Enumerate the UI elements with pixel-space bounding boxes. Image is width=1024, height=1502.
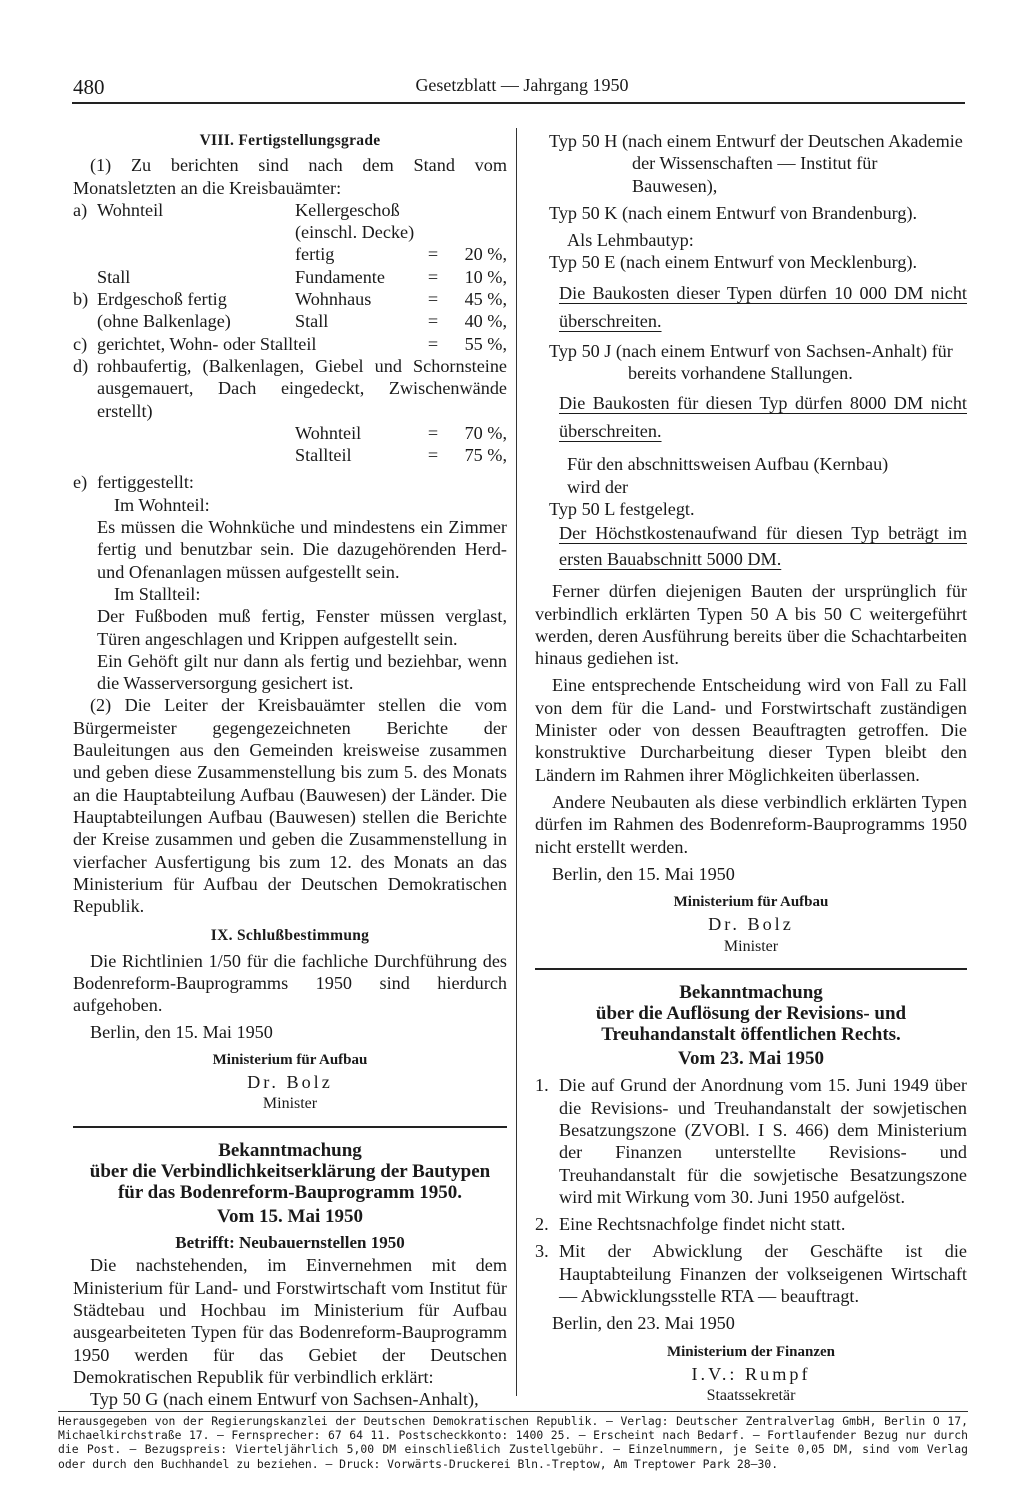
signature-name: I.V.: Rumpf — [691, 1363, 811, 1384]
paragraph: Eine entsprechende Entscheidung wird von Fall zu Fall von dem für die Land- und Forstwirtschaft zuständigen Minister oder von dessen Beauftragten getroffen. Die konstruktive Durcharbeitung dieser Typen bleibt den Ländern im Rahmen ihrer Möglichkeiten überlassen. — [535, 675, 967, 785]
signature-role: Minister — [262, 1095, 318, 1113]
paragraph: Die Richtlinien 1/50 für die fachliche Durchführung des Bodenreform-Bauprogramms 1950 sind hierdurch aufgehoben. — [73, 950, 507, 1016]
item-number: 3. — [535, 1241, 549, 1262]
equals-sign: = — [427, 422, 439, 443]
paragraph: Ein Gehöft gilt nur dann als fertig und beziehbar, wenn die Wasserversorgung gesichert ist. — [97, 650, 507, 694]
list-item — [73, 310, 507, 332]
announcement-subject: Betrifft: Neubauernstellen 1950 — [175, 1233, 405, 1253]
item-sub: Fundamente — [295, 266, 385, 287]
section-heading-ix: IX. Schlußbestimmung — [210, 927, 370, 945]
equals-sign: = — [427, 244, 439, 265]
item-sub: Stallteil — [295, 445, 352, 466]
item-text: Stall — [97, 266, 131, 287]
item-label: a) — [73, 199, 88, 220]
percentage: 75 %, — [464, 445, 507, 466]
announcement-title: über die Verbindlichkeitserklärung der Bautypen — [89, 1160, 491, 1182]
cost-limit: Der Höchstkostenaufwand für diesen Typ beträgt im ersten Bauabschnitt 5000 DM. — [559, 523, 967, 570]
equals-sign: = — [427, 311, 439, 332]
signature-ministry: Ministerium für Aufbau — [212, 1051, 368, 1068]
percentage: 40 %, — [464, 311, 507, 332]
list-item — [73, 243, 507, 265]
type-entry: Typ 50 G (nach einem Entwurf von Sachsen-Anhalt), — [90, 1389, 479, 1410]
place-date: Berlin, den 15. Mai 1950 — [552, 863, 735, 884]
equals-sign: = — [427, 289, 439, 310]
section-divider — [535, 968, 967, 970]
list-item — [73, 355, 507, 422]
item-text: gerichtet, Wohn- oder Stallteil — [97, 333, 317, 354]
signature-role: Minister — [723, 937, 779, 955]
item-text: Die auf Grund der Anordnung vom 15. Juni 1949 über die Revisions- und Treuhandanstalt der sowjetischen Besatzungszone (ZVOBl. I S. 466) dem Ministerium der Finanzen unterstellte Revisions- und Treuhandanstalt für die sowjetische Besatzungszone wird mit Wirkung vom 30. Juni 1950 aufgelöst. — [559, 1075, 967, 1207]
running-title: Gesetzblatt — Jahrgang 1950 — [415, 75, 629, 95]
item-sub: Wohnteil — [295, 422, 362, 443]
paragraph: Ferner dürfen diejenigen Bauten der ursprünglich für verbindlich erklärten Typen 50 A bis 50 C weitergeführt werden, deren Ausführung bereits über die Schachtarbeiten hinaus gediehen ist. — [535, 581, 967, 669]
imprint: Herausgegeben von der Regierungskanzlei der Deutschen Demokratischen Republik. — Verlag: Deutscher Zentralverlag GmbH, Berlin O 17, Michaelkirchstraße 17. — Fernsprecher: 67 64 11. Postscheckkonto: 1400 25. — Erscheint nach Bedarf. — Fortlaufender Bezug nur durch die Post. — Bezugspreis: Vierteljährlich 5,00 DM einschließlich Zustellgebühr. — Einzelnummern, je Seite 0,05 DM, sind vom Verlag oder durch den Buchhandel zu beziehen. — Druck: Vorwärts-Druckerei Bln.-Treptow, Am Treptower Park 28—30. — [58, 1414, 968, 1471]
type-entry: Typ 50 H (nach einem Entwurf der Deutschen Akademie der Wissenschaften — Institut für Bauwesen), — [549, 131, 963, 196]
list-item-body — [97, 494, 507, 695]
item-number: 1. — [535, 1075, 549, 1096]
list-item — [73, 333, 507, 355]
announcement-title: Bekanntmachung — [218, 1139, 362, 1161]
list-item — [73, 288, 507, 310]
signature-ministry: Ministerium der Finanzen — [666, 1343, 836, 1360]
item-label: d) — [73, 355, 89, 376]
item-text: Eine Rechtsnachfolge findet nicht statt. — [559, 1214, 846, 1235]
numbered-item — [535, 1213, 967, 1235]
type-entry: Typ 50 J (nach einem Entwurf von Sachsen-Anhalt) für bereits vorhandene Stallungen. — [549, 340, 953, 384]
type-entry: Typ 50 L festgelegt. — [549, 498, 695, 519]
paragraph: wird der — [567, 476, 629, 497]
numbered-item — [535, 1240, 967, 1307]
item-label: c) — [73, 333, 88, 354]
section-divider — [73, 1126, 507, 1128]
equals-sign: = — [427, 266, 439, 287]
percentage: 45 %, — [464, 289, 507, 310]
paragraph: Andere Neubauten als diese verbindlich erklärten Typen dürfen im Rahmen des Bodenreform-Bauprogramms 1950 nicht erstellt werden. — [535, 791, 967, 857]
place-date: Berlin, den 15. Mai 1950 — [90, 1021, 273, 1042]
list-item — [73, 199, 507, 221]
percentage: 20 %, — [464, 244, 507, 265]
subheading: Im Stallteil: — [114, 583, 201, 604]
paragraph: Der Fußboden muß fertig, Fenster müssen verglast, Türen angeschlagen und Krippen aufgestellt sein. — [97, 606, 507, 649]
subheading: Im Wohnteil: — [114, 494, 210, 515]
percentage: 10 %, — [464, 266, 507, 287]
signature-ministry: Ministerium für Aufbau — [673, 894, 829, 911]
list-item — [73, 471, 507, 493]
item-sub: fertig — [295, 244, 335, 265]
item-number: 2. — [535, 1214, 549, 1235]
item-sub: Kellergeschoß — [295, 199, 400, 220]
cost-limit: Die Baukosten dieser Typen dürfen 10 000 DM nicht überschreiten. — [559, 282, 967, 331]
type-entry: Typ 50 K (nach einem Entwurf von Brandenburg). — [549, 202, 918, 223]
section-heading-viii: VIII. Fertigstellungsgrade — [199, 132, 381, 149]
item-label: b) — [73, 289, 89, 310]
paragraph: Es müssen die Wohnküche und mindestens ein Zimmer fertig und benutzbar sein. Die dazugehörenden Herd- und Ofenanlagen müssen aufgestellt sein. — [97, 517, 507, 582]
footer-rule — [58, 1411, 968, 1412]
item-text: (ohne Balkenlage) — [97, 311, 231, 332]
subheading: Als Lehmbautyp: — [567, 230, 694, 251]
item-sub: (einschl. Decke) — [295, 222, 415, 243]
item-sub: Stall — [295, 311, 329, 332]
item-sub: Wohnhaus — [295, 289, 372, 310]
item-text: Mit der Abwicklung der Geschäfte ist die Hauptabteilung Finanzen der volkseigenen Wirtschaft — Abwicklungsstelle RTA — beauftragt. — [559, 1241, 967, 1306]
list-item — [73, 444, 507, 466]
signature-name: Dr. Bolz — [708, 914, 794, 935]
list-item — [73, 221, 507, 243]
announcement-title: über die Auflösung der Revisions- und — [595, 1003, 907, 1025]
numbered-item — [535, 1074, 967, 1208]
item-text: fertiggestellt: — [97, 472, 194, 493]
type-entry: Typ 50 E (nach einem Entwurf von Mecklenburg). — [549, 252, 918, 273]
column-divider — [516, 128, 517, 1396]
item-label: e) — [73, 472, 88, 493]
paragraph: Für den abschnittsweisen Aufbau (Kernbau) — [567, 454, 889, 475]
place-date: Berlin, den 23. Mai 1950 — [552, 1313, 735, 1334]
item-text: Erdgeschoß fertig — [97, 289, 227, 310]
left-column — [73, 130, 507, 1410]
signature-role: Staatssekretär — [706, 1387, 796, 1405]
header-rule — [72, 102, 965, 104]
percentage: 55 %, — [464, 333, 507, 354]
cost-limit: Die Baukosten für diesen Typ dürfen 8000 DM nicht überschreiten. — [559, 393, 967, 442]
list-item — [73, 266, 507, 288]
announcement-date: Vom 15. Mai 1950 — [216, 1205, 364, 1227]
paragraph: (2) Die Leiter der Kreisbauämter stellen die vom Bürgermeister gegengezeichneten Berichte der Bauleitungen aus den Gemeinden kreisweise zusammen und geben diese Zusammenstellung bis zum 5. des Monats an die Hauptabteilung Aufbau (Bauwesen) der Länder. Die Hauptabteilungen Aufbau (Bauwesen) stellen die Berichte der Kreise zusammen und geben die Zusammenstellung in vierfacher Ausfertigung bis zum 12. des Monats an das Ministerium für Aufbau der Deutschen Demokratischen Republik. — [73, 695, 507, 917]
right-column — [535, 130, 967, 1407]
page-number: 480 — [73, 75, 105, 99]
paragraph: (1) Zu berichten sind nach dem Stand vom Monatsletzten an die Kreisbauämter: — [73, 155, 507, 198]
equals-sign: = — [427, 445, 439, 466]
paragraph: Die nachstehenden, im Einvernehmen mit dem Ministerium für Land- und Forstwirtschaft vom Institut für Städtebau und Hochbau im Ministerium für Aufbau ausgearbeiteten Typen für das Bodenreform-Bauprogramm 1950 werden für das Gebiet der Deutschen Demokratischen Republik für verbindlich erklärt: — [73, 1255, 507, 1387]
item-text: rohbaufertig, (Balkenlagen, Giebel und Schornsteine ausgemauert, Dach eingedeckt, Zwischenwände erstellt) — [97, 355, 507, 421]
percentage: 70 %, — [464, 422, 507, 443]
list-item — [73, 422, 507, 444]
item-text: Wohnteil — [97, 199, 164, 220]
announcement-date: Vom 23. Mai 1950 — [677, 1048, 825, 1070]
equals-sign: = — [427, 333, 439, 354]
announcement-title: Treuhandanstalt öffentlichen Rechts. — [601, 1024, 901, 1046]
announcement-title: Bekanntmachung — [679, 982, 823, 1004]
signature-name: Dr. Bolz — [247, 1072, 333, 1093]
announcement-title: für das Bodenreform-Bauprogramm 1950. — [117, 1181, 463, 1203]
